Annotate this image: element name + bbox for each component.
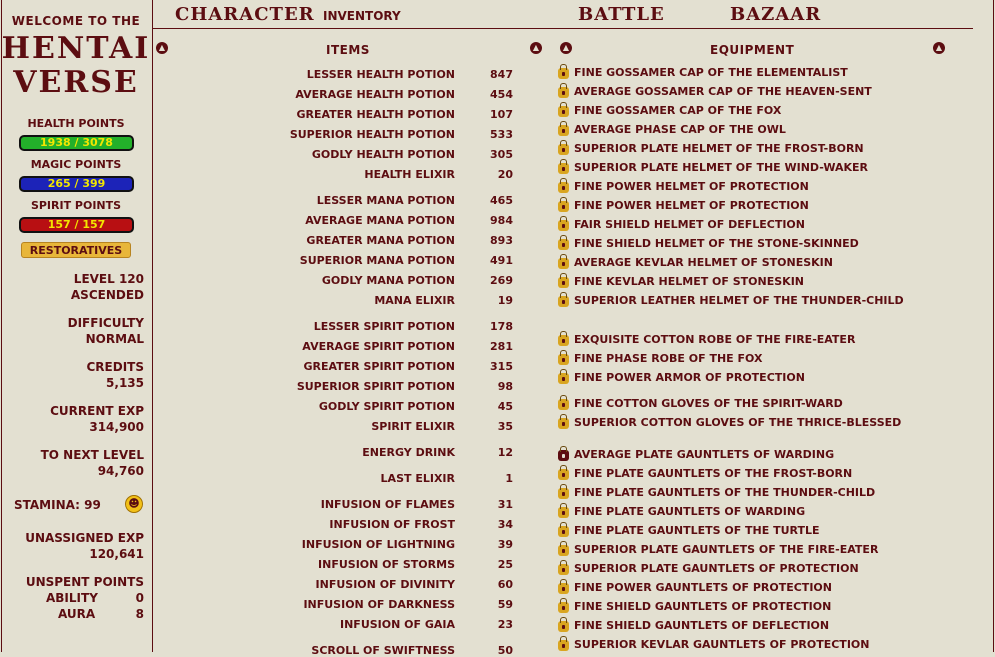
equipment-name[interactable]: FINE SHIELD GAUNTLETS OF DEFLECTION: [574, 619, 830, 632]
stamina-value: STAMINA: 99: [14, 498, 101, 512]
aura-value: 8: [135, 607, 144, 621]
difficulty-label: DIFFICULTY: [67, 316, 144, 330]
equipment-name[interactable]: SUPERIOR PLATE GAUNTLETS OF THE FIRE-EATER: [574, 543, 879, 556]
item-quantity: 984: [490, 214, 513, 227]
item-name[interactable]: INFUSION OF GAIA: [340, 618, 455, 631]
item-quantity: 12: [497, 446, 513, 459]
item-name[interactable]: LAST ELIXIR: [380, 472, 455, 485]
equipment-name[interactable]: FINE SHIELD GAUNTLETS OF PROTECTION: [574, 600, 832, 613]
item-quantity: 59: [497, 598, 513, 611]
health-bar: 1938 / 3078: [19, 135, 134, 151]
ability-label: ABILITY: [46, 591, 98, 605]
lock-icon[interactable]: [558, 258, 569, 269]
lock-icon[interactable]: [558, 182, 569, 193]
item-quantity: 454: [490, 88, 513, 101]
level-value: LEVEL 120: [73, 272, 144, 286]
equipment-name[interactable]: FINE GOSSAMER CAP OF THE FOX: [574, 104, 782, 117]
ability-value: 0: [135, 591, 144, 605]
item-quantity: 60: [497, 578, 513, 591]
equipment-name[interactable]: AVERAGE PLATE GAUNTLETS OF WARDING: [574, 448, 835, 461]
items-header: ITEMS: [326, 43, 370, 57]
unassigned-value: 120,641: [89, 547, 144, 561]
equipment-name[interactable]: FINE POWER HELMET OF PROTECTION: [574, 180, 809, 193]
items-collapse-icon[interactable]: ▲: [156, 42, 168, 54]
equipment-name[interactable]: FINE COTTON GLOVES OF THE SPIRIT-WARD: [574, 397, 843, 410]
nav-battle[interactable]: BATTLE: [578, 4, 665, 25]
equipment-name[interactable]: FINE POWER HELMET OF PROTECTION: [574, 199, 809, 212]
equipment-name[interactable]: FINE POWER ARMOR OF PROTECTION: [574, 371, 805, 384]
item-name[interactable]: LESSER MANA POTION: [316, 194, 455, 207]
equipment-expand-icon[interactable]: ▲: [933, 42, 945, 54]
item-quantity: 847: [490, 68, 513, 81]
equipment-name[interactable]: FINE KEVLAR HELMET OF STONESKIN: [574, 275, 804, 288]
item-quantity: 23: [497, 618, 513, 631]
spirit-bar: 157 / 157: [19, 217, 134, 233]
magic-bar: 265 / 399: [19, 176, 134, 192]
item-quantity: 39: [497, 538, 513, 551]
item-name[interactable]: INFUSION OF DIVINITY: [315, 578, 455, 591]
next-level-label: TO NEXT LEVEL: [40, 448, 144, 462]
unspent-label: UNSPENT POINTS: [25, 575, 144, 589]
item-quantity: 45: [497, 400, 513, 413]
nav-bazaar[interactable]: BAZAAR: [730, 4, 822, 25]
item-quantity: 1: [505, 472, 513, 485]
item-quantity: 178: [490, 320, 513, 333]
item-name[interactable]: INFUSION OF STORMS: [318, 558, 455, 571]
item-name[interactable]: SPIRIT ELIXIR: [371, 420, 455, 433]
item-name[interactable]: GREATER SPIRIT POTION: [303, 360, 455, 373]
lock-icon[interactable]: [558, 373, 569, 384]
item-name[interactable]: GREATER HEALTH POTION: [296, 108, 455, 121]
item-name[interactable]: SCROLL OF SWIFTNESS: [311, 644, 455, 657]
lock-icon[interactable]: [558, 564, 569, 575]
nav-inventory[interactable]: INVENTORY: [323, 9, 401, 23]
item-name[interactable]: HEALTH ELIXIR: [364, 168, 455, 181]
item-name[interactable]: INFUSION OF DARKNESS: [303, 598, 455, 611]
item-quantity: 893: [490, 234, 513, 247]
lock-icon[interactable]: [558, 621, 569, 632]
item-name[interactable]: SUPERIOR MANA POTION: [299, 254, 455, 267]
equipment-name[interactable]: SUPERIOR COTTON GLOVES OF THE THRICE-BLESSED: [574, 416, 902, 429]
item-name[interactable]: GODLY HEALTH POTION: [311, 148, 455, 161]
equipment-name[interactable]: SUPERIOR KEVLAR GAUNTLETS OF PROTECTION: [574, 638, 870, 651]
credits-value: 5,135: [106, 376, 144, 390]
lock-icon[interactable]: [558, 335, 569, 346]
item-name[interactable]: INFUSION OF LIGHTNING: [301, 538, 455, 551]
equipment-name[interactable]: FINE PLATE GAUNTLETS OF THE THUNDER-CHILD: [574, 486, 876, 499]
unassigned-label: UNASSIGNED EXP: [25, 531, 144, 545]
nav-character[interactable]: CHARACTER: [175, 4, 315, 25]
equipment-name[interactable]: FINE PLATE GAUNTLETS OF THE FROST-BORN: [574, 467, 853, 480]
item-quantity: 107: [490, 108, 513, 121]
items-expand-icon[interactable]: ▲: [530, 42, 542, 54]
item-quantity: 19: [497, 294, 513, 307]
item-quantity: 20: [497, 168, 513, 181]
equipment-name[interactable]: AVERAGE KEVLAR HELMET OF STONESKIN: [574, 256, 833, 269]
lock-icon[interactable]: [558, 125, 569, 136]
item-quantity: 34: [497, 518, 513, 531]
item-quantity: 315: [490, 360, 513, 373]
item-quantity: 465: [490, 194, 513, 207]
magic-label: MAGIC POINTS: [30, 158, 122, 171]
restoratives-button[interactable]: RESTORATIVES: [21, 242, 131, 258]
equipment-name[interactable]: FINE PHASE ROBE OF THE FOX: [574, 352, 763, 365]
item-quantity: 491: [490, 254, 513, 267]
lock-icon[interactable]: [558, 583, 569, 594]
item-name[interactable]: AVERAGE HEALTH POTION: [295, 88, 455, 101]
logo-line-2: VERSE: [13, 65, 139, 100]
logo-line-1: HENTAI: [1, 31, 151, 66]
lock-icon[interactable]: [558, 640, 569, 651]
equipment-name[interactable]: FINE POWER GAUNTLETS OF PROTECTION: [574, 581, 832, 594]
item-name[interactable]: MANA ELIXIR: [374, 294, 455, 307]
equipment-name[interactable]: FINE SHIELD HELMET OF THE STONE-SKINNED: [574, 237, 859, 250]
stamina-smiley-icon: ☻: [125, 495, 143, 513]
lock-icon[interactable]: [558, 296, 569, 307]
lock-icon[interactable]: [558, 469, 569, 480]
lock-icon[interactable]: [558, 239, 569, 250]
lock-icon[interactable]: [558, 144, 569, 155]
item-name[interactable]: INFUSION OF FLAMES: [320, 498, 455, 511]
exp-value: 314,900: [89, 420, 144, 434]
item-quantity: 533: [490, 128, 513, 141]
item-name[interactable]: GODLY SPIRIT POTION: [318, 400, 455, 413]
item-name[interactable]: GREATER MANA POTION: [306, 234, 455, 247]
lock-icon[interactable]: [558, 354, 569, 365]
lock-icon[interactable]: [558, 277, 569, 288]
lock-icon[interactable]: [558, 106, 569, 117]
item-name[interactable]: AVERAGE SPIRIT POTION: [302, 340, 455, 353]
equipment-name[interactable]: SUPERIOR PLATE HELMET OF THE WIND-WAKER: [574, 161, 868, 174]
item-name[interactable]: AVERAGE MANA POTION: [305, 214, 455, 227]
lock-icon[interactable]: [558, 201, 569, 212]
equipment-header: EQUIPMENT: [710, 43, 795, 57]
item-quantity: 281: [490, 340, 513, 353]
equipment-name[interactable]: FINE PLATE GAUNTLETS OF THE TURTLE: [574, 524, 820, 537]
equipment-name[interactable]: EXQUISITE COTTON ROBE OF THE FIRE-EATER: [574, 333, 856, 346]
equipment-collapse-icon[interactable]: ▲: [560, 42, 572, 54]
item-quantity: 25: [497, 558, 513, 571]
item-name[interactable]: GODLY MANA POTION: [321, 274, 455, 287]
lock-icon[interactable]: [558, 602, 569, 613]
item-name[interactable]: INFUSION OF FROST: [329, 518, 455, 531]
equipment-name[interactable]: SUPERIOR LEATHER HELMET OF THE THUNDER-CHILD: [574, 294, 904, 307]
item-name[interactable]: ENERGY DRINK: [362, 446, 455, 459]
lock-icon[interactable]: [558, 545, 569, 556]
equipment-name[interactable]: FINE GOSSAMER CAP OF THE ELEMENTALIST: [574, 66, 848, 79]
item-name[interactable]: SUPERIOR HEALTH POTION: [289, 128, 455, 141]
item-quantity: 31: [497, 498, 513, 511]
equipment-name[interactable]: AVERAGE GOSSAMER CAP OF THE HEAVEN-SENT: [574, 85, 872, 98]
character-sidebar: [0, 0, 153, 652]
equipment-name[interactable]: FAIR SHIELD HELMET OF DEFLECTION: [574, 218, 805, 231]
difficulty-value: NORMAL: [85, 332, 144, 346]
equipment-name[interactable]: AVERAGE PHASE CAP OF THE OWL: [574, 123, 786, 136]
lock-icon[interactable]: [558, 507, 569, 518]
equipment-name[interactable]: SUPERIOR PLATE GAUNTLETS OF PROTECTION: [574, 562, 859, 575]
level-title: ASCENDED: [70, 288, 144, 302]
equipment-name[interactable]: FINE PLATE GAUNTLETS OF WARDING: [574, 505, 806, 518]
lock-icon[interactable]: [558, 450, 569, 461]
credits-label: CREDITS: [86, 360, 144, 374]
aura-label: AURA: [58, 607, 96, 621]
lock-icon[interactable]: [558, 488, 569, 499]
lock-icon[interactable]: [558, 87, 569, 98]
next-level-value: 94,760: [97, 464, 144, 478]
item-name[interactable]: LESSER HEALTH POTION: [306, 68, 455, 81]
item-name[interactable]: LESSER SPIRIT POTION: [313, 320, 455, 333]
spirit-label: SPIRIT POINTS: [30, 199, 122, 212]
equipment-name[interactable]: SUPERIOR PLATE HELMET OF THE FROST-BORN: [574, 142, 864, 155]
top-navigation: [153, 0, 973, 29]
welcome-text: WELCOME TO THE: [11, 14, 141, 28]
item-quantity: 98: [497, 380, 513, 393]
item-quantity: 305: [490, 148, 513, 161]
item-quantity: 269: [490, 274, 513, 287]
lock-icon[interactable]: [558, 220, 569, 231]
health-label: HEALTH POINTS: [27, 117, 125, 130]
exp-label: CURRENT EXP: [50, 404, 144, 418]
lock-icon[interactable]: [558, 526, 569, 537]
lock-icon[interactable]: [558, 399, 569, 410]
item-name[interactable]: SUPERIOR SPIRIT POTION: [296, 380, 455, 393]
item-quantity: 35: [497, 420, 513, 433]
item-quantity: 50: [497, 644, 513, 657]
lock-icon[interactable]: [558, 418, 569, 429]
lock-icon[interactable]: [558, 68, 569, 79]
lock-icon[interactable]: [558, 163, 569, 174]
